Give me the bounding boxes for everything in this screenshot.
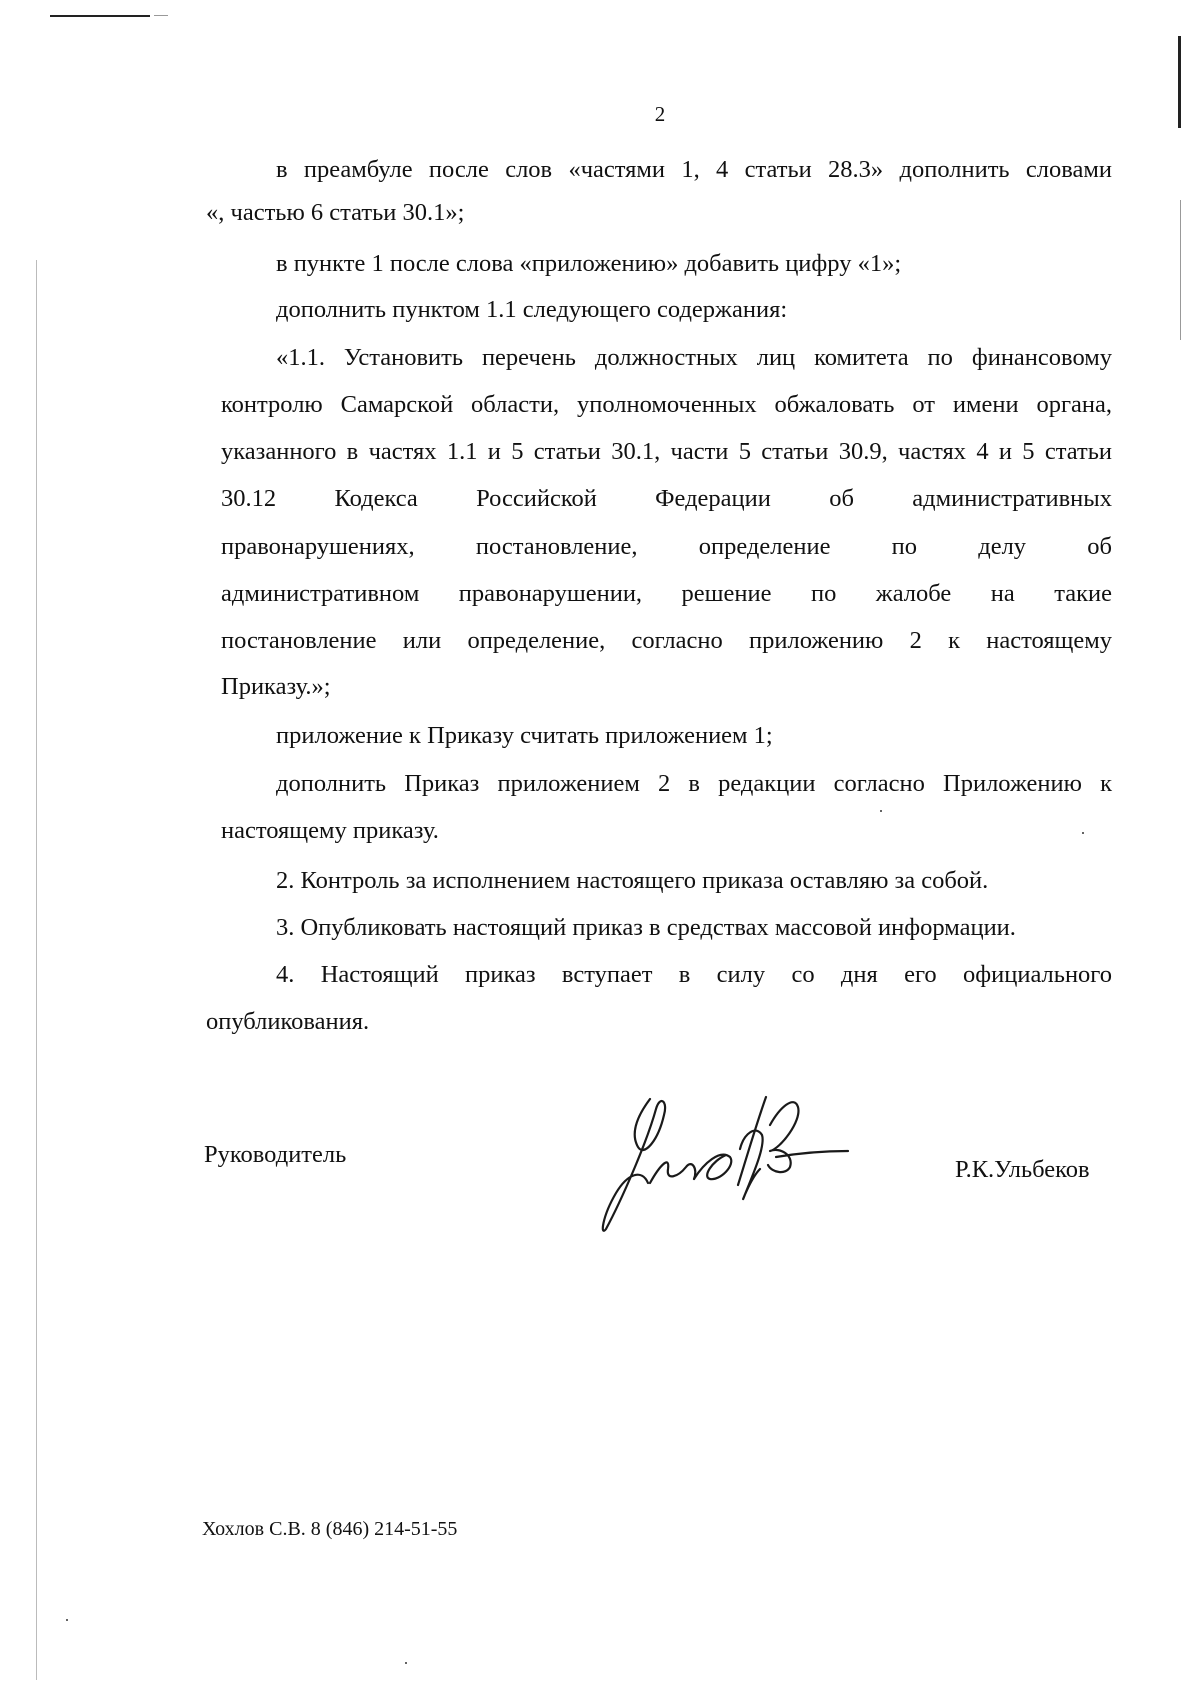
scan-edge-right-faint <box>1180 200 1181 340</box>
scan-speck <box>880 810 882 812</box>
text-line: «, частью 6 статьи 30.1»; <box>206 199 465 226</box>
handwritten-signature <box>580 1085 850 1235</box>
contact-footer: Хохлов С.В. 8 (846) 214-51-55 <box>202 1518 458 1540</box>
scan-artifact-line <box>50 15 150 17</box>
text-line: в преамбуле после слов «частями 1, 4 статьи 28.3» дополнить словами <box>276 156 1112 183</box>
page-number: 2 <box>654 102 666 126</box>
scan-speck <box>66 1619 68 1621</box>
text-line: постановление или определение, согласно приложению 2 к настоящему <box>221 627 1112 654</box>
signer-name: Р.К.Ульбеков <box>955 1156 1090 1183</box>
text-line: 2. Контроль за исполнением настоящего приказа оставляю за собой. <box>276 867 989 894</box>
text-line: дополнить Приказ приложением 2 в редакции согласно Приложению к <box>276 770 1112 797</box>
text-line: Приказу.»; <box>221 673 331 700</box>
text-line: в пункте 1 после слова «приложению» добавить цифру «1»; <box>276 250 902 277</box>
text-line: указанного в частях 1.1 и 5 статьи 30.1, части 5 статьи 30.9, частях 4 и 5 статьи <box>221 438 1112 465</box>
scan-edge-left <box>36 260 37 1680</box>
text-line: опубликования. <box>206 1008 370 1035</box>
text-line: 30.12 Кодекса Российской Федерации об административных <box>221 485 1112 512</box>
text-line: 3. Опубликовать настоящий приказ в средствах массовой информации. <box>276 914 1016 941</box>
text-line: правонарушениях, постановление, определение по делу об <box>221 533 1112 560</box>
text-line: 4. Настоящий приказ вступает в силу со дня его официального <box>276 961 1112 988</box>
scan-speck <box>1082 832 1084 834</box>
text-line: «1.1. Установить перечень должностных лиц комитета по финансовому <box>276 344 1112 371</box>
scan-speck <box>405 1662 407 1664</box>
text-line: дополнить пунктом 1.1 следующего содержания: <box>276 296 788 323</box>
signer-position: Руководитель <box>204 1141 347 1168</box>
text-line: настоящему приказу. <box>221 817 439 844</box>
text-line: административном правонарушении, решение по жалобе на такие <box>221 580 1112 607</box>
text-line: контролю Самарской области, уполномоченных обжаловать от имени органа, <box>221 391 1112 418</box>
text-line: приложение к Приказу считать приложением 1; <box>276 722 773 749</box>
